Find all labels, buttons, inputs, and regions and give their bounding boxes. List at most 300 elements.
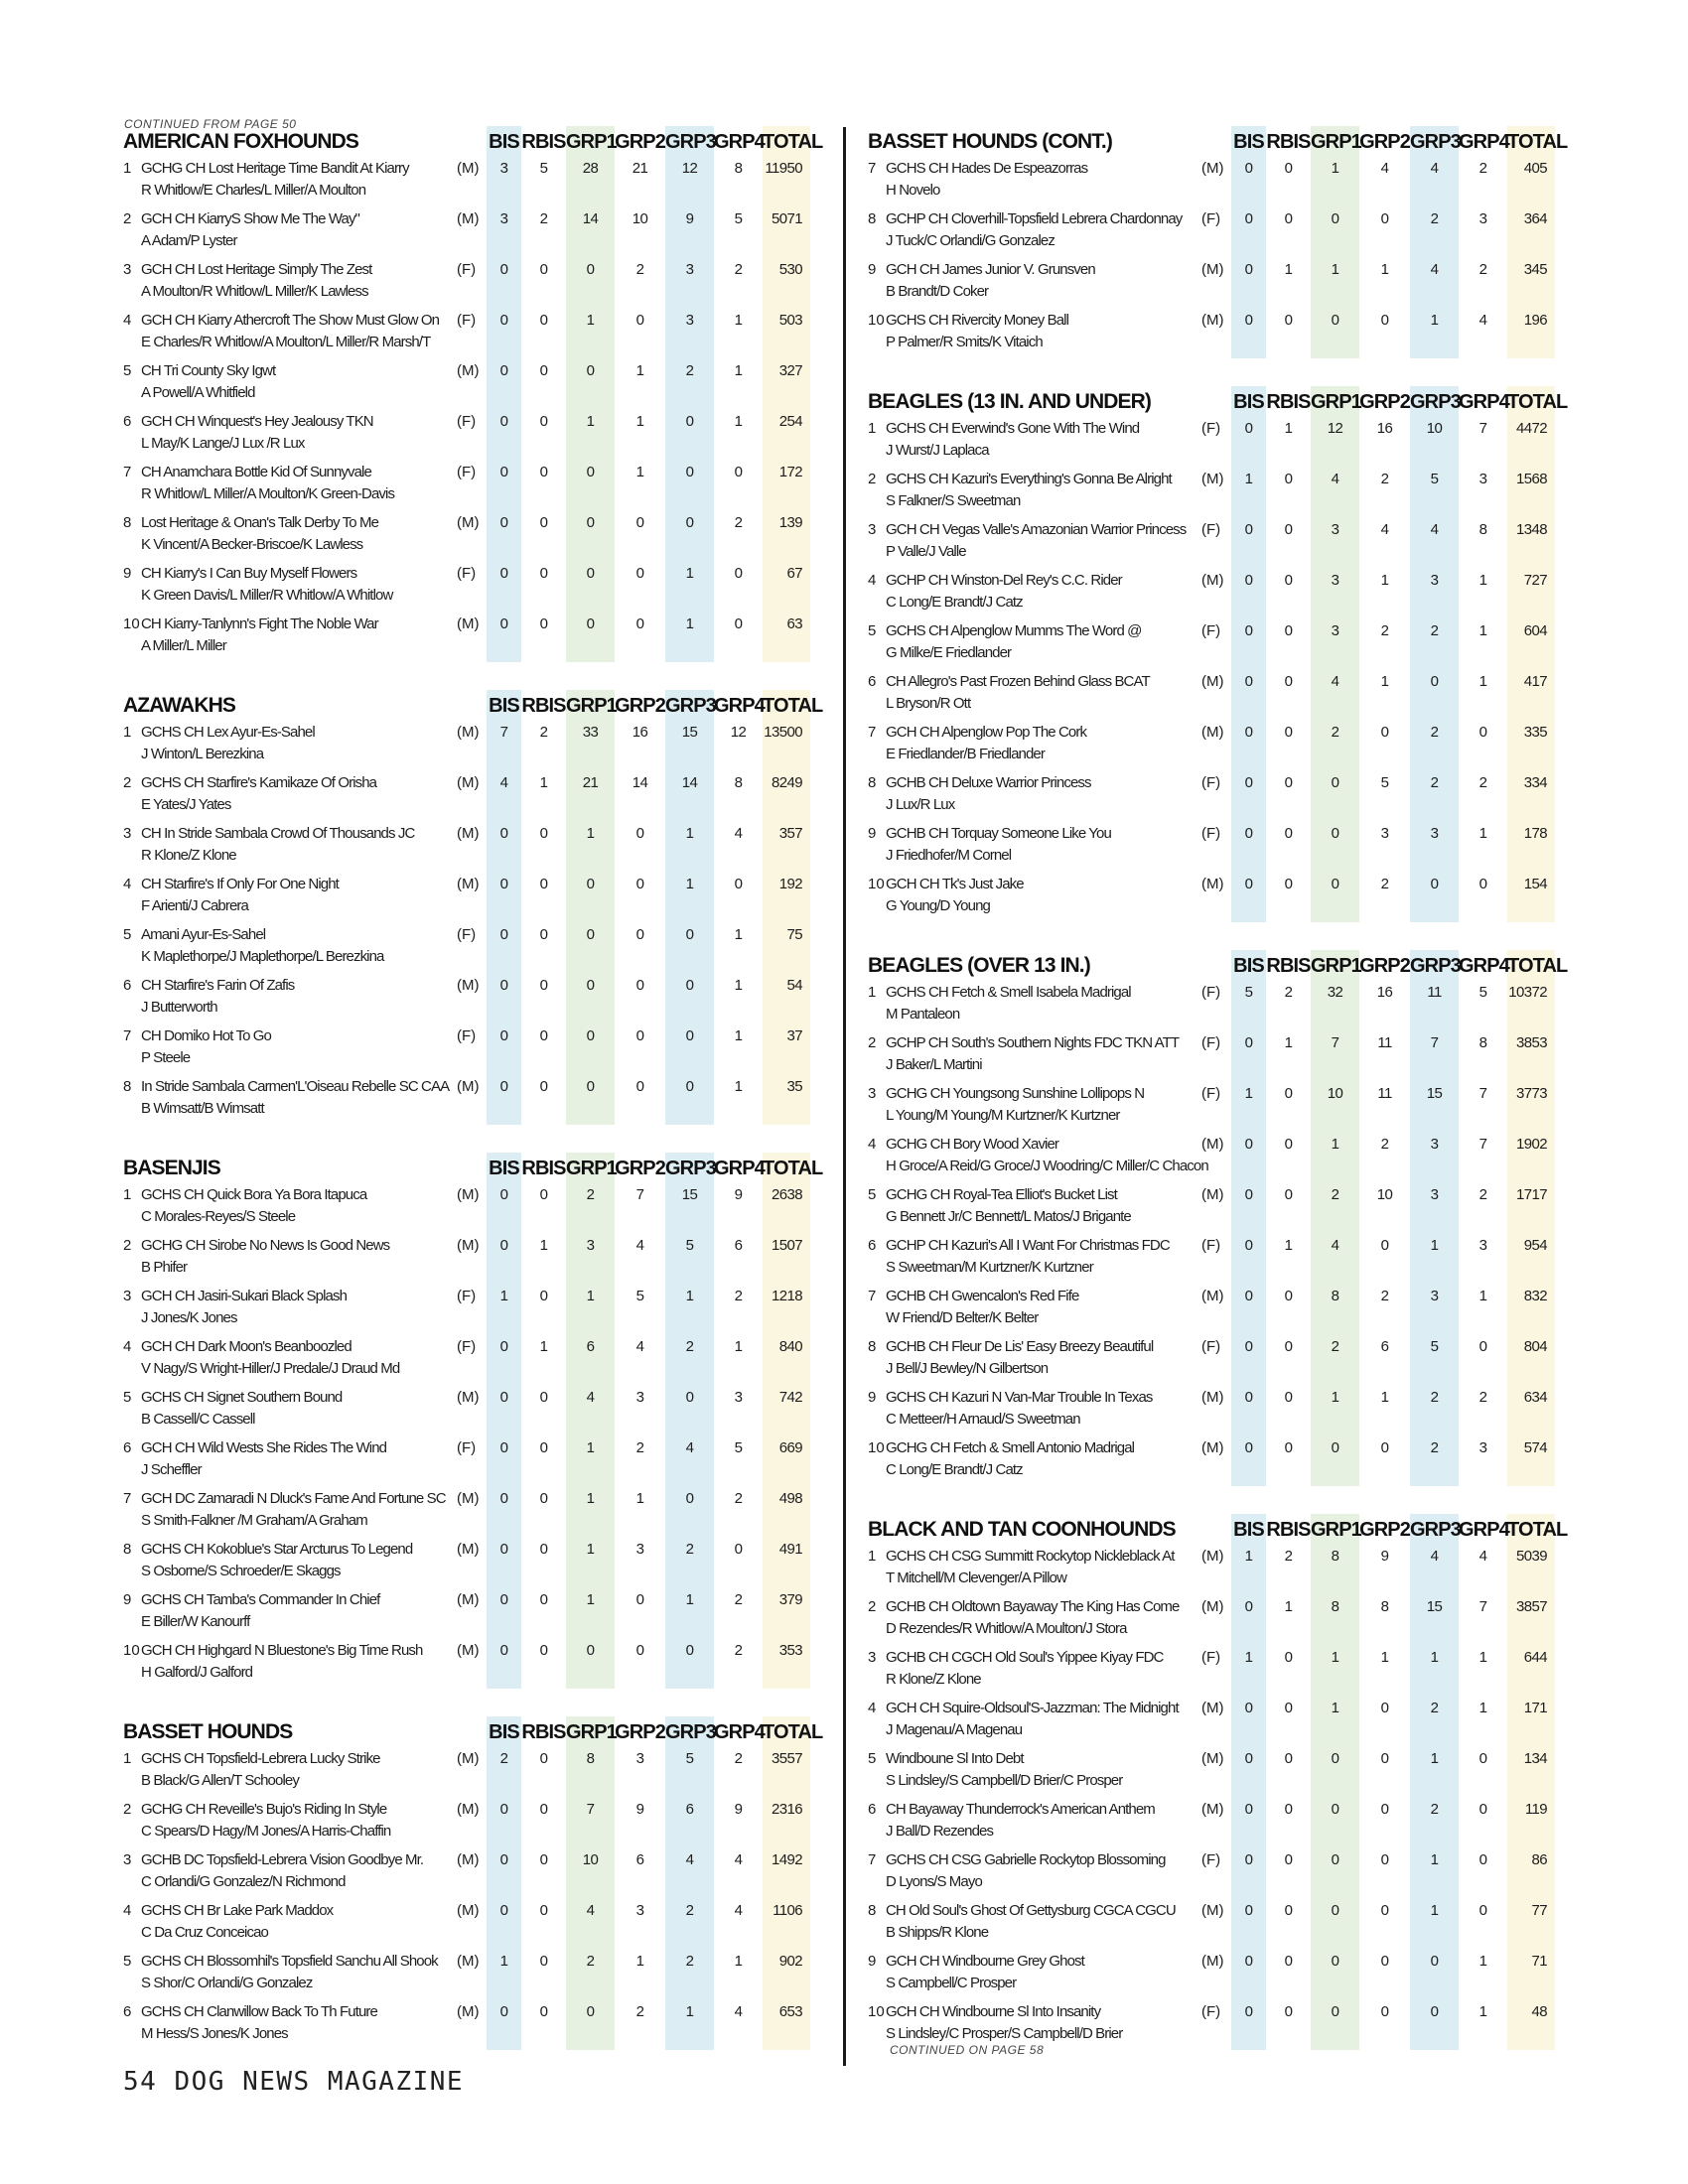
sex-label: (M)	[1201, 312, 1224, 329]
dog-name: GCH CH Alpenglow Pop The Cork	[886, 724, 1087, 741]
ranking-row	[866, 416, 1555, 467]
ranking-row	[121, 612, 810, 662]
sex-label: (F)	[457, 261, 477, 278]
column-header-rbis: RBIS	[521, 1158, 566, 1179]
left-column	[121, 126, 823, 2050]
ranking-row	[866, 821, 1555, 872]
continued-on-note: CONTINUED ON PAGE 58	[890, 2043, 1045, 2057]
grp4-value: 3	[734, 1389, 743, 1406]
grp4-value: 3	[1478, 210, 1487, 227]
total-value: 644	[1523, 1649, 1547, 1666]
owner-names: E Biller/W Kanourff	[141, 1613, 250, 1630]
grp2-value: 1	[635, 413, 644, 430]
grp4-value: 0	[1478, 724, 1487, 741]
grp4-value: 8	[734, 774, 743, 791]
grp1-value: 3	[1331, 521, 1339, 538]
grp2-value: 0	[635, 615, 644, 632]
sex-label: (M)	[457, 1953, 480, 1970]
grp3-value: 1	[1430, 1851, 1439, 1868]
grp1-value: 1	[586, 312, 595, 329]
sex-label: (F)	[1201, 1034, 1221, 1051]
owner-names: K Maplethorpe/J Maplethorpe/L Berezkina	[141, 948, 384, 965]
sex-label: (M)	[1201, 261, 1224, 278]
rank-number: 2	[123, 1237, 132, 1254]
dog-name: CH Starfire's Farin Of Zafis	[141, 977, 295, 994]
sex-label: (M)	[1201, 1136, 1224, 1153]
grp3-value: 1	[1430, 1649, 1439, 1666]
grp4-value: 2	[1478, 774, 1487, 791]
total-value: 3557	[772, 1750, 802, 1767]
continued-from-note: CONTINUED FROM PAGE 50	[124, 117, 297, 131]
breed-title: BLACK AND TAN COONHOUNDS	[868, 1518, 1176, 1541]
ranking-row	[866, 1999, 1555, 2050]
rbis-value: 0	[539, 1750, 548, 1767]
grp4-value: 7	[1478, 1136, 1487, 1153]
ranking-row	[866, 980, 1555, 1030]
grp3-value: 0	[1430, 876, 1439, 892]
grp3-value: 2	[1430, 622, 1439, 639]
owner-names: A Moulton/R Whitlow/L Miller/K Lawless	[141, 283, 368, 300]
rbis-value: 0	[539, 1078, 548, 1095]
owner-names: M Pantaleon	[886, 1006, 960, 1023]
owner-names: S Campbell/C Prosper	[886, 1975, 1017, 1991]
total-value: 67	[786, 565, 802, 582]
bis-value: 0	[499, 825, 508, 842]
grp3-value: 1	[685, 2003, 694, 2020]
grp3-value: 3	[1430, 572, 1439, 589]
section-header	[866, 950, 1568, 980]
sex-label: (M)	[457, 977, 480, 994]
grp3-value: 3	[1430, 1136, 1439, 1153]
rank-number: 4	[868, 572, 877, 589]
ranking-row	[121, 922, 810, 973]
dog-name: GCH CH Winquest's Hey Jealousy TKN	[141, 413, 373, 430]
ranking-row	[121, 1334, 810, 1385]
sex-label: (F)	[457, 464, 477, 480]
rank-number: 2	[123, 210, 132, 227]
ranking-row	[121, 1284, 810, 1334]
bis-value: 0	[1244, 160, 1253, 177]
owner-names: D Rezendes/R Whitlow/A Moulton/J Stora	[886, 1620, 1127, 1637]
owner-names: C Metteer/H Arnaud/S Sweetman	[886, 1411, 1080, 1428]
owner-names: P Valle/J Valle	[886, 543, 966, 560]
rank-number: 4	[123, 1338, 132, 1355]
grp2-value: 0	[635, 876, 644, 892]
owner-names: G Bennett Jr/C Bennett/L Matos/J Brigante	[886, 1208, 1131, 1225]
grp1-value: 1	[1331, 1389, 1339, 1406]
dog-name: GCHB CH Deluxe Warrior Princess	[886, 774, 1091, 791]
column-header-total: TOTAL	[1507, 131, 1568, 153]
grp2-value: 3	[635, 1902, 644, 1919]
ranking-row	[866, 1334, 1555, 1385]
rbis-value: 0	[539, 1902, 548, 1919]
sex-label: (F)	[1201, 1649, 1221, 1666]
owner-names: P Palmer/R Smits/K Vitaich	[886, 334, 1043, 350]
section-header	[121, 1153, 823, 1182]
grp3-value: 4	[1430, 261, 1439, 278]
rank-number: 3	[123, 1851, 132, 1868]
grp2-value: 11	[1377, 1085, 1392, 1102]
grp3-value: 4	[1430, 521, 1439, 538]
rank-number: 7	[868, 724, 877, 741]
bis-value: 0	[499, 413, 508, 430]
rbis-value: 1	[1284, 420, 1293, 437]
grp2-value: 0	[1380, 1237, 1389, 1254]
ranking-row	[866, 1847, 1555, 1898]
rank-number: 5	[868, 1186, 877, 1203]
owner-names: J Magenau/A Magenau	[886, 1721, 1023, 1738]
grp1-value: 1	[586, 825, 595, 842]
rank-number: 8	[868, 774, 877, 791]
owner-names: S Shor/C Orlandi/G Gonzalez	[141, 1975, 313, 1991]
total-value: 4472	[1516, 420, 1547, 437]
owner-names: A Adam/P Lyster	[141, 232, 237, 249]
column-header-grp2: GRP2	[1359, 391, 1410, 413]
grp1-value: 4	[1331, 1237, 1339, 1254]
column-header-grp3: GRP3	[1410, 1519, 1461, 1541]
bis-value: 0	[1244, 825, 1253, 842]
grp4-value: 8	[1478, 521, 1487, 538]
bis-value: 0	[1244, 1288, 1253, 1304]
bis-value: 0	[499, 1389, 508, 1406]
dog-name: CH Tri County Sky Igwt	[141, 362, 276, 379]
grp3-value: 0	[685, 464, 694, 480]
rbis-value: 0	[539, 977, 548, 994]
ranking-row	[121, 206, 810, 257]
breed-title: BEAGLES (OVER 13 IN.)	[868, 954, 1090, 977]
sex-label: (M)	[457, 1851, 480, 1868]
grp2-value: 0	[635, 1027, 644, 1044]
rank-number: 8	[123, 1078, 132, 1095]
sex-label: (M)	[1201, 572, 1224, 589]
bis-value: 0	[1244, 673, 1253, 690]
bis-value: 0	[1244, 1902, 1253, 1919]
grp3-value: 7	[1430, 1034, 1439, 1051]
total-value: 491	[778, 1541, 802, 1558]
grp3-value: 2	[685, 1338, 694, 1355]
grp2-value: 0	[635, 1642, 644, 1659]
total-value: 1507	[772, 1237, 802, 1254]
owner-names: J Friedhofer/M Cornel	[886, 847, 1012, 864]
total-value: 1568	[1516, 471, 1547, 487]
sex-label: (M)	[1201, 1186, 1224, 1203]
bis-value: 0	[499, 876, 508, 892]
bis-value: 0	[1244, 1338, 1253, 1355]
owner-names: H Novelo	[886, 182, 940, 199]
ranking-row	[866, 669, 1555, 720]
rank-number: 7	[123, 464, 132, 480]
grp3-value: 2	[685, 1541, 694, 1558]
ranking-row	[121, 460, 810, 510]
ranking-row	[866, 1594, 1555, 1645]
breed-section	[121, 1716, 823, 2050]
ranking-row	[121, 358, 810, 409]
ranking-row	[866, 156, 1555, 206]
bis-value: 0	[1244, 1953, 1253, 1970]
grp4-value: 0	[1478, 1851, 1487, 1868]
bis-value: 0	[1244, 1136, 1253, 1153]
owner-names: G Young/D Young	[886, 897, 990, 914]
total-value: 503	[778, 312, 802, 329]
rank-number: 1	[123, 160, 132, 177]
grp3-value: 2	[1430, 724, 1439, 741]
grp2-value: 9	[1380, 1548, 1389, 1565]
bis-value: 0	[1244, 312, 1253, 329]
total-value: 727	[1523, 572, 1547, 589]
grp4-value: 1	[734, 1953, 743, 1970]
grp2-value: 7	[635, 1186, 644, 1203]
grp3-value: 0	[1430, 1953, 1439, 1970]
rbis-value: 0	[1284, 521, 1293, 538]
bis-value: 0	[499, 362, 508, 379]
dog-name: GCHG CH Lost Heritage Time Bandit At Kiarry	[141, 160, 409, 177]
grp2-value: 0	[1380, 1851, 1389, 1868]
grp4-value: 2	[1478, 261, 1487, 278]
total-value: 742	[778, 1389, 802, 1406]
sex-label: (F)	[457, 413, 477, 430]
owner-names: R Klone/Z Klone	[141, 847, 236, 864]
grp1-value: 2	[1331, 1186, 1339, 1203]
rbis-value: 0	[1284, 1953, 1293, 1970]
ranking-row	[866, 257, 1555, 308]
grp3-value: 0	[685, 1490, 694, 1507]
rank-number: 2	[868, 1598, 877, 1615]
dog-name: GCHS CH Br Lake Park Maddox	[141, 1902, 334, 1919]
bis-value: 0	[1244, 1186, 1253, 1203]
grp4-value: 2	[734, 1288, 743, 1304]
grp1-value: 14	[582, 210, 599, 227]
grp3-value: 15	[681, 724, 698, 741]
bis-value: 0	[1244, 261, 1253, 278]
owner-names: C Long/E Brandt/J Catz	[886, 594, 1023, 611]
total-value: 530	[778, 261, 802, 278]
sex-label: (F)	[457, 1338, 477, 1355]
sex-label: (M)	[1201, 1750, 1224, 1767]
bis-value: 0	[499, 1027, 508, 1044]
dog-name: GCH CH Lost Heritage Simply The Zest	[141, 261, 372, 278]
ranking-row	[866, 517, 1555, 568]
bis-value: 0	[499, 1078, 508, 1095]
owner-names: A Powell/A Whitfield	[141, 384, 255, 401]
total-value: 71	[1531, 1953, 1547, 1970]
sex-label: (M)	[1201, 1700, 1224, 1716]
grp1-value: 4	[586, 1389, 595, 1406]
rank-number: 6	[868, 1237, 877, 1254]
column-header-total: TOTAL	[1507, 955, 1568, 977]
grp3-value: 3	[1430, 1288, 1439, 1304]
total-value: 3853	[1516, 1034, 1547, 1051]
total-value: 139	[778, 514, 802, 531]
rank-number: 5	[123, 926, 132, 943]
column-header-bis: BIS	[489, 1721, 519, 1743]
owner-names: S Falkner/S Sweetman	[886, 492, 1021, 509]
rank-number: 4	[123, 1902, 132, 1919]
rbis-value: 0	[539, 2003, 548, 2020]
column-header-grp1: GRP1	[1311, 955, 1361, 977]
ranking-row	[121, 1847, 810, 1898]
total-value: 357	[778, 825, 802, 842]
column-header-rbis: RBIS	[1266, 1519, 1311, 1541]
grp1-value: 0	[586, 514, 595, 531]
grp1-value: 10	[1327, 1085, 1343, 1102]
grp1-value: 3	[1331, 572, 1339, 589]
grp1-value: 1	[586, 413, 595, 430]
grp1-value: 1	[1331, 1649, 1339, 1666]
rbis-value: 1	[539, 1338, 548, 1355]
bis-value: 0	[1244, 724, 1253, 741]
ranking-row	[866, 1233, 1555, 1284]
column-header-total: TOTAL	[763, 1721, 823, 1743]
ranking-row	[121, 1797, 810, 1847]
total-value: 335	[1523, 724, 1547, 741]
grp4-value: 1	[1478, 572, 1487, 589]
grp2-value: 3	[635, 1750, 644, 1767]
ranking-row	[121, 973, 810, 1024]
dog-name: CH Starfire's If Only For One Night	[141, 876, 339, 892]
sex-label: (M)	[457, 1237, 480, 1254]
grp3-value: 15	[681, 1186, 698, 1203]
grp4-value: 1	[1478, 622, 1487, 639]
grp4-value: 3	[1478, 471, 1487, 487]
grp4-value: 8	[734, 160, 743, 177]
grp3-value: 2	[685, 1953, 694, 1970]
sex-label: (M)	[457, 825, 480, 842]
dog-name: GCHS CH Kokoblue's Star Arcturus To Legend	[141, 1541, 413, 1558]
rank-number: 9	[123, 565, 132, 582]
sex-label: (M)	[457, 1591, 480, 1608]
ranking-row	[121, 720, 810, 770]
bis-value: 4	[499, 774, 508, 791]
breed-section	[866, 1514, 1568, 2050]
grp3-value: 1	[1430, 1237, 1439, 1254]
rbis-value: 0	[539, 1288, 548, 1304]
grp1-value: 4	[586, 1902, 595, 1919]
rbis-value: 1	[1284, 1598, 1293, 1615]
owner-names: W Friend/D Belter/K Belter	[886, 1309, 1039, 1326]
grp2-value: 5	[1380, 774, 1389, 791]
column-header-bis: BIS	[1233, 391, 1264, 413]
ranking-row	[121, 1746, 810, 1797]
grp1-value: 2	[1331, 724, 1339, 741]
grp2-value: 0	[635, 825, 644, 842]
total-value: 804	[1523, 1338, 1547, 1355]
ranking-row	[866, 1645, 1555, 1696]
rank-number: 8	[868, 210, 877, 227]
owner-names: R Whitlow/E Charles/L Miller/A Moulton	[141, 182, 366, 199]
rbis-value: 0	[539, 1801, 548, 1818]
rank-number: 4	[123, 312, 132, 329]
breed-title: AMERICAN FOXHOUNDS	[123, 130, 358, 153]
column-header-grp4: GRP4	[1459, 131, 1509, 153]
total-value: 178	[1523, 825, 1547, 842]
grp2-value: 0	[1380, 724, 1389, 741]
rbis-value: 0	[1284, 572, 1293, 589]
owner-names: E Yates/J Yates	[141, 796, 231, 813]
grp2-value: 1	[635, 1490, 644, 1507]
grp1-value: 0	[1331, 876, 1339, 892]
grp4-value: 5	[1478, 984, 1487, 1001]
sex-label: (M)	[457, 362, 480, 379]
total-value: 574	[1523, 1439, 1547, 1456]
dog-name: GCHS CH CSG Summitt Rockytop Nickleblack At	[886, 1548, 1175, 1565]
ranking-row	[121, 1024, 810, 1074]
rbis-value: 0	[539, 261, 548, 278]
dog-name: GCHS CH Rivercity Money Ball	[886, 312, 1069, 329]
bis-value: 0	[499, 261, 508, 278]
dog-name: CH Domiko Hot To Go	[141, 1027, 272, 1044]
grp4-value: 2	[734, 514, 743, 531]
bis-value: 0	[499, 615, 508, 632]
bis-value: 0	[499, 1338, 508, 1355]
rbis-value: 0	[1284, 724, 1293, 741]
sex-label: (F)	[1201, 1237, 1221, 1254]
column-header-total: TOTAL	[763, 131, 823, 153]
grp1-value: 1	[586, 1591, 595, 1608]
rbis-value: 0	[1284, 1700, 1293, 1716]
total-value: 48	[1531, 2003, 1547, 2020]
ranking-row	[866, 308, 1555, 358]
breed-title: AZAWAKHS	[123, 694, 235, 717]
ranking-row	[866, 770, 1555, 821]
grp3-value: 4	[685, 1439, 694, 1456]
rbis-value: 0	[1284, 1801, 1293, 1818]
rbis-value: 1	[1284, 261, 1293, 278]
grp4-value: 2	[734, 1490, 743, 1507]
dog-name: GCHB CH Gwencalon's Red Fife	[886, 1288, 1079, 1304]
total-value: 832	[1523, 1288, 1547, 1304]
dog-name: GCHG CH Fetch & Smell Antonio Madrigal	[886, 1439, 1135, 1456]
owner-names: B Phifer	[141, 1259, 188, 1276]
grp1-value: 0	[1331, 825, 1339, 842]
total-value: 86	[1531, 1851, 1547, 1868]
owner-names: B Shipps/R Klone	[886, 1924, 989, 1941]
grp3-value: 2	[1430, 1700, 1439, 1716]
sex-label: (M)	[457, 724, 480, 741]
owner-names: E Charles/R Whitlow/A Moulton/L Miller/R Marsh/T	[141, 334, 431, 350]
dog-name: GCHS CH Hades De Espeazorras	[886, 160, 1088, 177]
grp2-value: 3	[635, 1541, 644, 1558]
dog-name: GCHG CH Reveille's Bujo's Riding In Style	[141, 1801, 387, 1818]
ranking-row	[121, 1385, 810, 1435]
total-value: 1902	[1516, 1136, 1547, 1153]
rank-number: 5	[123, 1953, 132, 1970]
bis-value: 0	[499, 1642, 508, 1659]
grp2-value: 1	[1380, 261, 1389, 278]
right-column	[866, 126, 1568, 2050]
grp4-value: 7	[1478, 1085, 1487, 1102]
bis-value: 0	[1244, 2003, 1253, 2020]
grp2-value: 0	[1380, 1902, 1389, 1919]
dog-name: GCHG CH Youngsong Sunshine Lollipops N	[886, 1085, 1145, 1102]
sex-label: (M)	[457, 774, 480, 791]
grp1-value: 2	[586, 1953, 595, 1970]
owner-names: C Long/E Brandt/J Catz	[886, 1461, 1023, 1478]
rank-number: 4	[868, 1136, 877, 1153]
bis-value: 0	[499, 312, 508, 329]
grp4-value: 3	[1478, 1237, 1487, 1254]
grp4-value: 5	[734, 1439, 743, 1456]
rank-number: 3	[868, 1085, 877, 1102]
ranking-row	[121, 561, 810, 612]
bis-value: 0	[499, 1186, 508, 1203]
grp3-value: 0	[1430, 673, 1439, 690]
grp1-value: 4	[1331, 673, 1339, 690]
bis-value: 0	[499, 1851, 508, 1868]
ranking-row	[121, 1949, 810, 1999]
total-value: 35	[786, 1078, 802, 1095]
grp1-value: 2	[586, 1186, 595, 1203]
grp4-value: 0	[1478, 876, 1487, 892]
